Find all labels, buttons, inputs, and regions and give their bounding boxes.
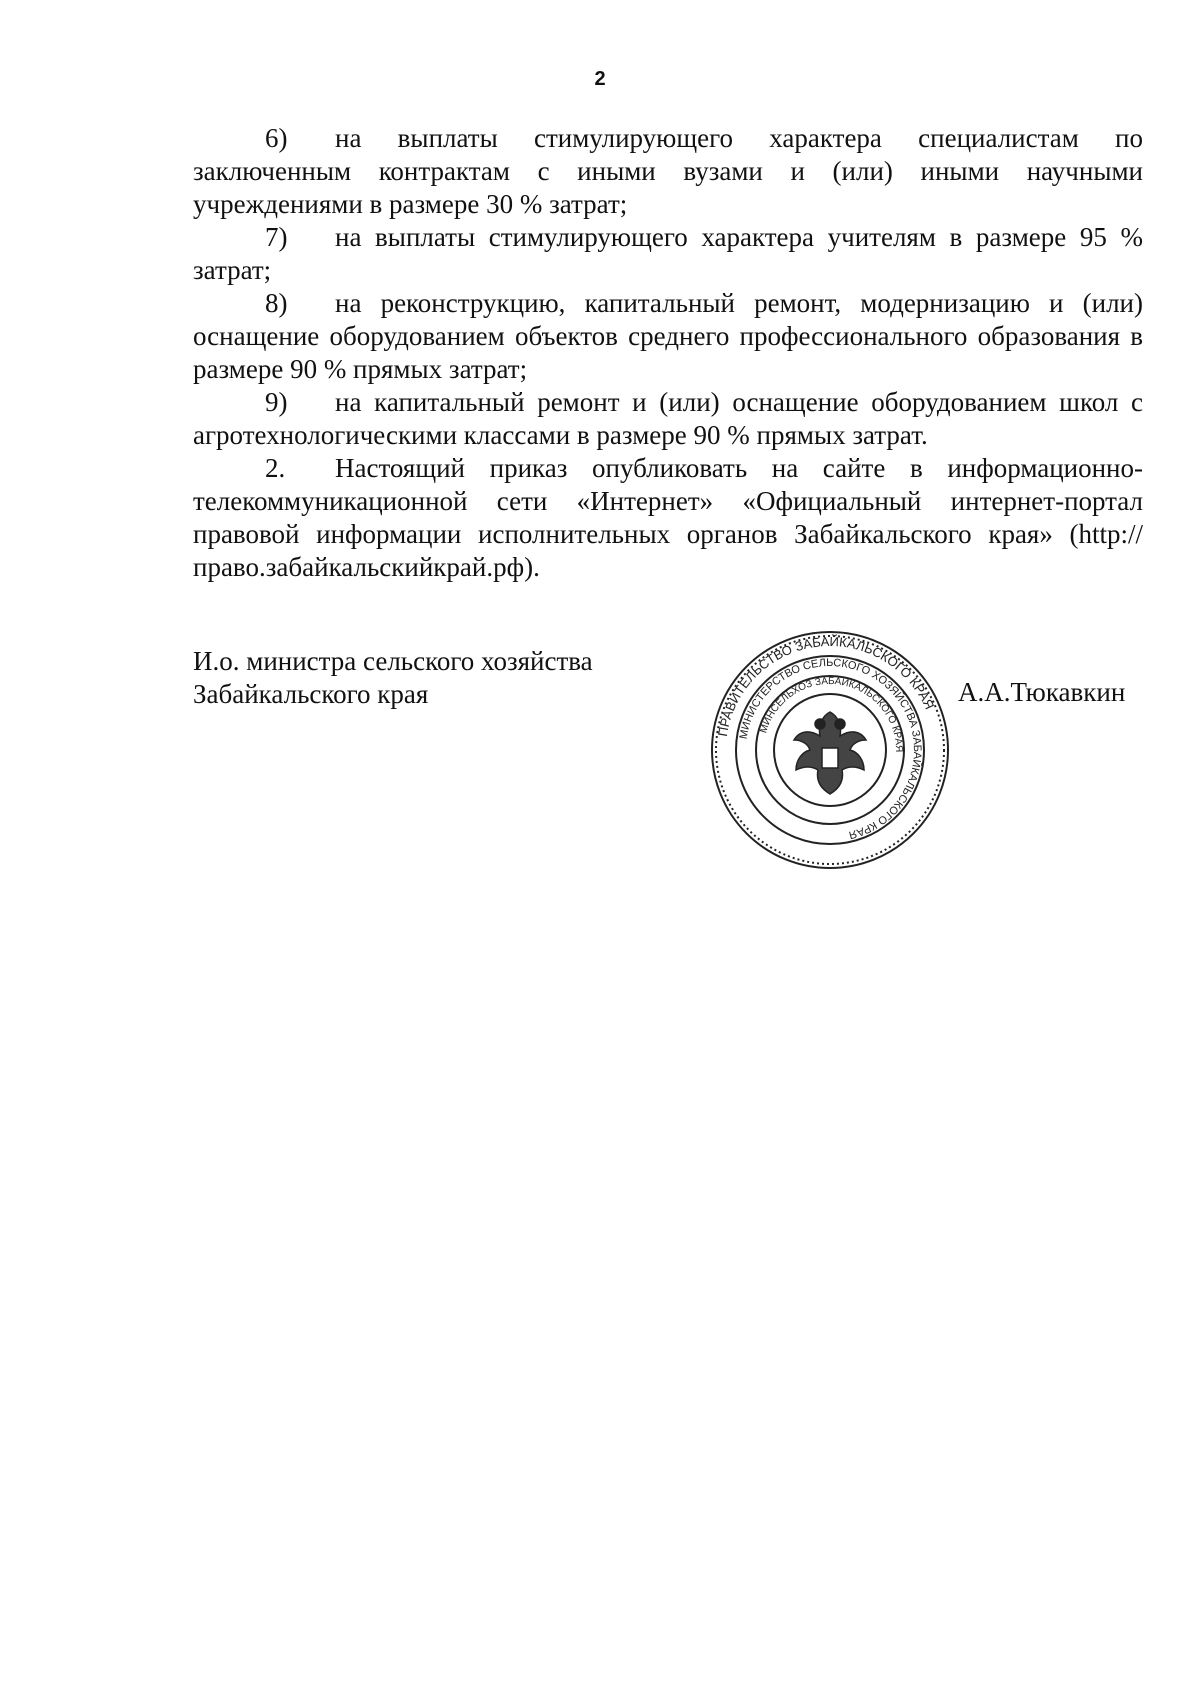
seal-middle-text: МИНИСТЕРСТВО СЕЛЬСКОГО ХОЗЯЙСТВА ЗАБАЙКАЛЬСКОГО КРАЯ: [737, 656, 924, 841]
item-number: 7): [265, 222, 288, 252]
document-body: [193, 122, 1143, 584]
item-number: 6): [265, 123, 288, 153]
item-text: на реконструкцию, капитальный ремонт, модернизацию и (или) оснащение оборудованием объектов среднего профессионального образования в размере 90 % прямых затрат;: [193, 288, 1143, 384]
item-text: на выплаты стимулирующего характера специалистам по заключенным контрактам с иными вузами и (или) иными научными учреждениями в размере 30 % затрат;: [193, 123, 1143, 219]
seal-inner-text: МИНСЕЛЬХОЗ ЗАБАЙКАЛЬСКОГО КРАЯ: [758, 675, 905, 753]
list-item: [193, 386, 1143, 452]
list-item: [193, 122, 1143, 221]
signatory-position-line2: Забайкальского края: [193, 679, 429, 709]
signatory-position: [193, 645, 593, 711]
signatory-name: А.А.Тюкавкин: [958, 677, 1126, 707]
eagle-emblem-icon: [794, 712, 866, 794]
list-item: [193, 221, 1143, 287]
signatory-position-line1: И.о. министра сельского хозяйства: [193, 646, 593, 676]
item-text: на капитальный ремонт и (или) оснащение оборудованием школ с агротехнологическими классами в размере 90 % прямых затрат.: [193, 387, 1143, 450]
seal-outer-text: ПРАВИТЕЛЬСТВО ЗАБАЙКАЛЬСКОГО КРАЯ: [714, 633, 938, 738]
page-number: 2: [594, 68, 606, 90]
item-number: 9): [265, 387, 288, 417]
official-seal: [710, 630, 950, 870]
seal-stamp-icon: [710, 630, 950, 870]
list-item: [193, 452, 1143, 584]
item-text: Настоящий приказ опубликовать на сайте в информационно-телекоммуникационной сети «Интернет» «Официальный интернет-портал правовой информации исполнительных органов Забайкальского края» (http://право.забайкальскийкрай.рф).: [193, 453, 1143, 582]
item-text: на выплаты стимулирующего характера учителям в размере 95 % затрат;: [193, 222, 1143, 285]
list-item: [193, 287, 1143, 386]
item-number: 2.: [265, 453, 286, 483]
item-number: 8): [265, 288, 288, 318]
